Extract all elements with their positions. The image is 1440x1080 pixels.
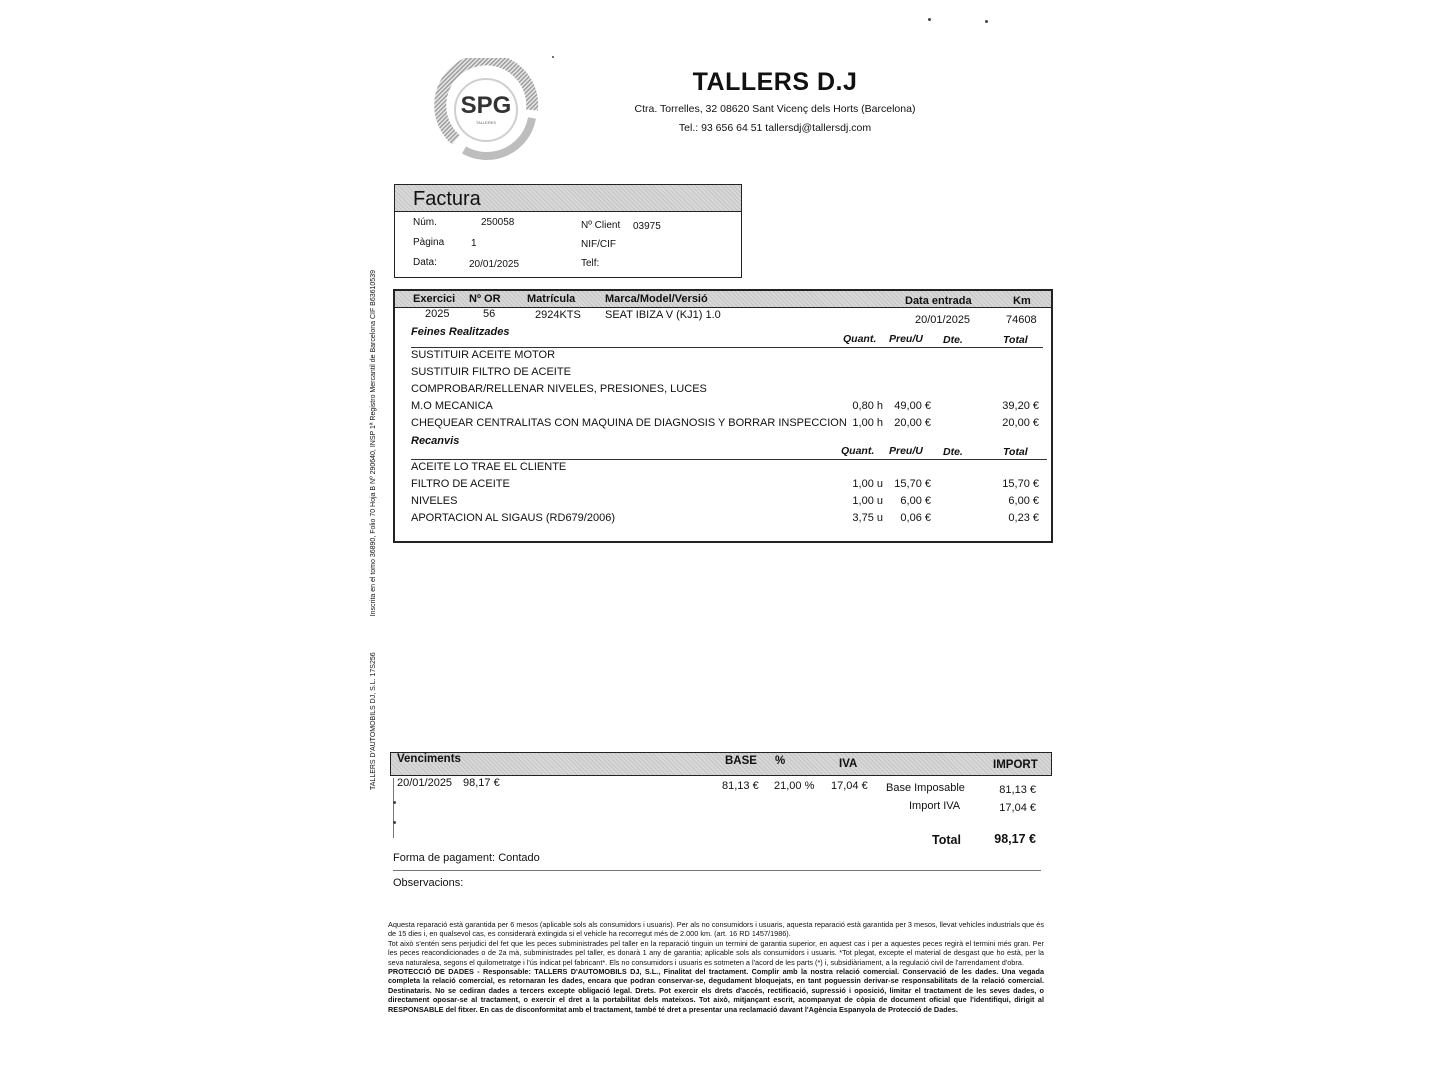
tel-label: Telf: [581, 258, 600, 269]
company-contact: Tel.: 93 656 64 51 tallersdj@tallersdj.com [678, 122, 872, 134]
registry-text [370, 270, 390, 790]
nif-label: NIF/CIF [581, 239, 616, 250]
summary-col-venciment: Venciments [397, 753, 461, 765]
works-col-total: Total [1003, 334, 1028, 346]
invoice-num: 250058 [481, 217, 515, 228]
invoice-detail-box [393, 289, 1053, 543]
total-label: Total [932, 833, 961, 847]
vehicle-header [395, 291, 1051, 308]
line-item-quantity: 3,75 u [852, 512, 883, 524]
parts-col-dte: Dte. [943, 446, 963, 458]
scan-speck [985, 20, 988, 23]
company-address: Ctra. Torrelles, 32 08620 Sant Vicenç dels Horts (Barcelona) [634, 103, 916, 115]
line-item-description: ACEITE LO TRAE EL CLIENTE [411, 461, 567, 473]
invoice-num-label: Núm. [413, 217, 437, 228]
legal-warranty-detail: Tot això s'entén sens perjudici del fet que les peces subministrades pel taller en la reparació tinguin un termini de garantia superior, en aquest cas i per a aquestes peces regirà el termini més gran. Per les peces reacondicionades o de 2a mà, subministrades pel taller, es donarà 1 any de garantia; aplicable sols als consumidors i usuaris. *Tot plegat, excepte el material de desgast que ho està, per la seva naturalesa, segons el quilometratge i l'ús indicat pel fabricant*. Els no consumidors i usuaris es sotmeten a l'acord de les parts (*) i, subsidiàriament, a la regulació civil de l'arrendament d'obra. [388, 938, 1044, 967]
header-matricula: Matrícula [527, 293, 576, 305]
works-col-quant: Quant. [843, 333, 877, 345]
logo-subtext: TALLERES [475, 120, 497, 125]
payment-value: Contado [498, 852, 540, 864]
vehicle-matricula: 2924KTS [535, 309, 581, 321]
line-item-description: COMPROBAR/RELLENAR NIVELES, PRESIONES, LUCES [411, 383, 707, 395]
payment-method [393, 852, 540, 864]
vehicle-exercici: 2025 [425, 308, 450, 320]
line-item-unit-price: 0,06 € [900, 512, 931, 524]
header-data-entrada: Data entrada [905, 295, 972, 307]
line-item-quantity: 1,00 h [852, 417, 883, 429]
line-item-quantity: 1,00 u [852, 478, 883, 490]
vehicle-data-entrada: 20/01/2025 [915, 314, 971, 326]
summary-iva: 17,04 € [831, 780, 868, 792]
invoice-header-box [394, 184, 742, 278]
header-or: Nº OR [469, 293, 501, 305]
payment-label: Forma de pagament: [393, 852, 496, 864]
works-col-preu: Preu/U [889, 333, 923, 345]
company-logo [428, 58, 548, 162]
line-item-description: NIVELES [411, 495, 458, 507]
line-item-description: SUSTITUIR FILTRO DE ACEITE [411, 366, 571, 378]
summary-col-base: BASE [725, 755, 757, 767]
header-marca: Marca/Model/Versió [605, 293, 708, 305]
total-value: 98,17 € [994, 832, 1036, 846]
line-item-total: 15,70 € [1002, 478, 1039, 490]
base-imposable-value: 81,13 € [999, 784, 1036, 796]
summary-pct: 21,00 % [774, 780, 815, 792]
summary-header [390, 752, 1052, 776]
line-item-unit-price: 6,00 € [900, 495, 931, 507]
invoice-date: 20/01/2025 [469, 259, 520, 270]
venciment-amount: 98,17 € [463, 777, 500, 789]
summary-base: 81,13 € [722, 780, 759, 792]
line-item-description: APORTACION AL SIGAUS (RD679/2006) [411, 512, 615, 524]
line-item-total: 39,20 € [1002, 400, 1039, 412]
line-item-unit-price: 49,00 € [894, 400, 931, 412]
logo-text: SPG [460, 92, 512, 119]
line-item-quantity: 1,00 u [852, 495, 883, 507]
summary-col-pct: % [775, 755, 786, 767]
legal-notice [388, 920, 1044, 1014]
vehicle-or: 56 [483, 308, 496, 320]
header-km: Km [1013, 295, 1031, 307]
import-iva-label: Import IVA [909, 800, 961, 812]
line-item-description: FILTRO DE ACEITE [411, 478, 510, 490]
vehicle-km: 74608 [1006, 314, 1037, 326]
works-section-title: Feines Realitzades [411, 326, 510, 338]
legal-data-protection: PROTECCIÓ DE DADES - Responsable: TALLERS D'AUTOMOBILS DJ, S.L., Finalitat del tractament. Complir amb la nostra relació comercial. Conservació de les dades. Una vegada completa la relació comercial, es retornaran les dades, encara que podran conservar-se, degudament bloquejats, en tant poguessin derivar-se responsabilitats de la relació comercial. Destinataris. No se cediran dades a tercers excepte obligació legal. Drets. Pot exercir els drets d'accés, rectificació, supressió i oposició, limitar el tractament de les seves dades, o directament oposar-se al tractament, o exercir el dret a la portabilitat dels mateixos. Tot això, mitjançant escrit, acompanyat de còpia de document oficial que l'identifiqui, dirigit al RESPONSABLE del fitxer. En cas de disconformitat amb el tractament, també té dret a presentar una reclamació davant l'Agència Espanyola de Protecció de Dades. [388, 967, 1044, 1014]
header-exercici: Exercici [413, 293, 456, 305]
line-item-unit-price: 15,70 € [894, 478, 931, 490]
vehicle-model: SEAT IBIZA V (KJ1) 1.0 [605, 309, 721, 321]
registry-right: Inscrita en el tomo 36890, Folio 70 Hoja B Nº 290640, INSP 1ª Registro Mercantil de Barcelona CIF B63610539 [370, 270, 377, 617]
company-name: TALLERS D.J [692, 68, 858, 96]
scan-speck [928, 18, 931, 21]
line-item-total: 0,23 € [1008, 512, 1039, 524]
page-label: Pàgina [413, 237, 445, 248]
venciment-date: 20/01/2025 [397, 777, 453, 789]
line-item-total: 20,00 € [1002, 417, 1039, 429]
date-label: Data: [413, 257, 437, 268]
scan-speck [552, 56, 554, 58]
line-item-quantity: 0,80 h [852, 400, 883, 412]
summary-left-border [393, 778, 396, 838]
client-number: 03975 [633, 221, 661, 232]
line-item-description: CHEQUEAR CENTRALITAS CON MAQUINA DE DIAGNOSIS Y BORRAR INSPECCION [411, 417, 847, 429]
invoice-title: Factura [395, 185, 741, 212]
client-label: Nº Client [581, 220, 621, 231]
parts-col-quant: Quant. [841, 445, 875, 457]
parts-col-total: Total [1003, 446, 1028, 458]
line-item-description: SUSTITUIR ACEITE MOTOR [411, 349, 556, 361]
summary-col-iva: IVA [839, 758, 858, 770]
summary-col-import: IMPORT [993, 759, 1038, 771]
line-item-total: 6,00 € [1008, 495, 1039, 507]
payment-divider [393, 870, 1041, 871]
observations-label: Observacions: [393, 877, 464, 889]
blank-row-marker [393, 821, 396, 824]
parts-divider [411, 459, 1047, 460]
legal-warranty: Aquesta reparació està garantida per 6 mesos (aplicable sols als consumidors i usuaris). Per als no consumidors i usuaris, aquesta reparació està garantida per 3 mesos, llevat vehicles industrials que és de 15 dies i, en qualsevol cas, es considerarà extingida si el vehicle ha recorregut més de 2.000 km. (art. 16 RD 1457/1986). [388, 920, 1044, 939]
parts-col-preu: Preu/U [889, 445, 923, 457]
works-col-dte: Dte. [943, 334, 963, 346]
line-item-unit-price: 20,00 € [894, 417, 931, 429]
import-iva-value: 17,04 € [999, 802, 1036, 814]
blank-row-marker [393, 801, 396, 804]
registry-left: TALLERS D'AUTOMOBILS DJ, S.L. 17S256 [370, 652, 377, 790]
line-item-description: M.O MECANICA [411, 400, 493, 412]
works-divider [411, 347, 1043, 348]
page-number: 1 [471, 238, 477, 249]
parts-section-title: Recanvis [411, 435, 460, 447]
base-imposable-label: Base Imposable [886, 782, 965, 794]
